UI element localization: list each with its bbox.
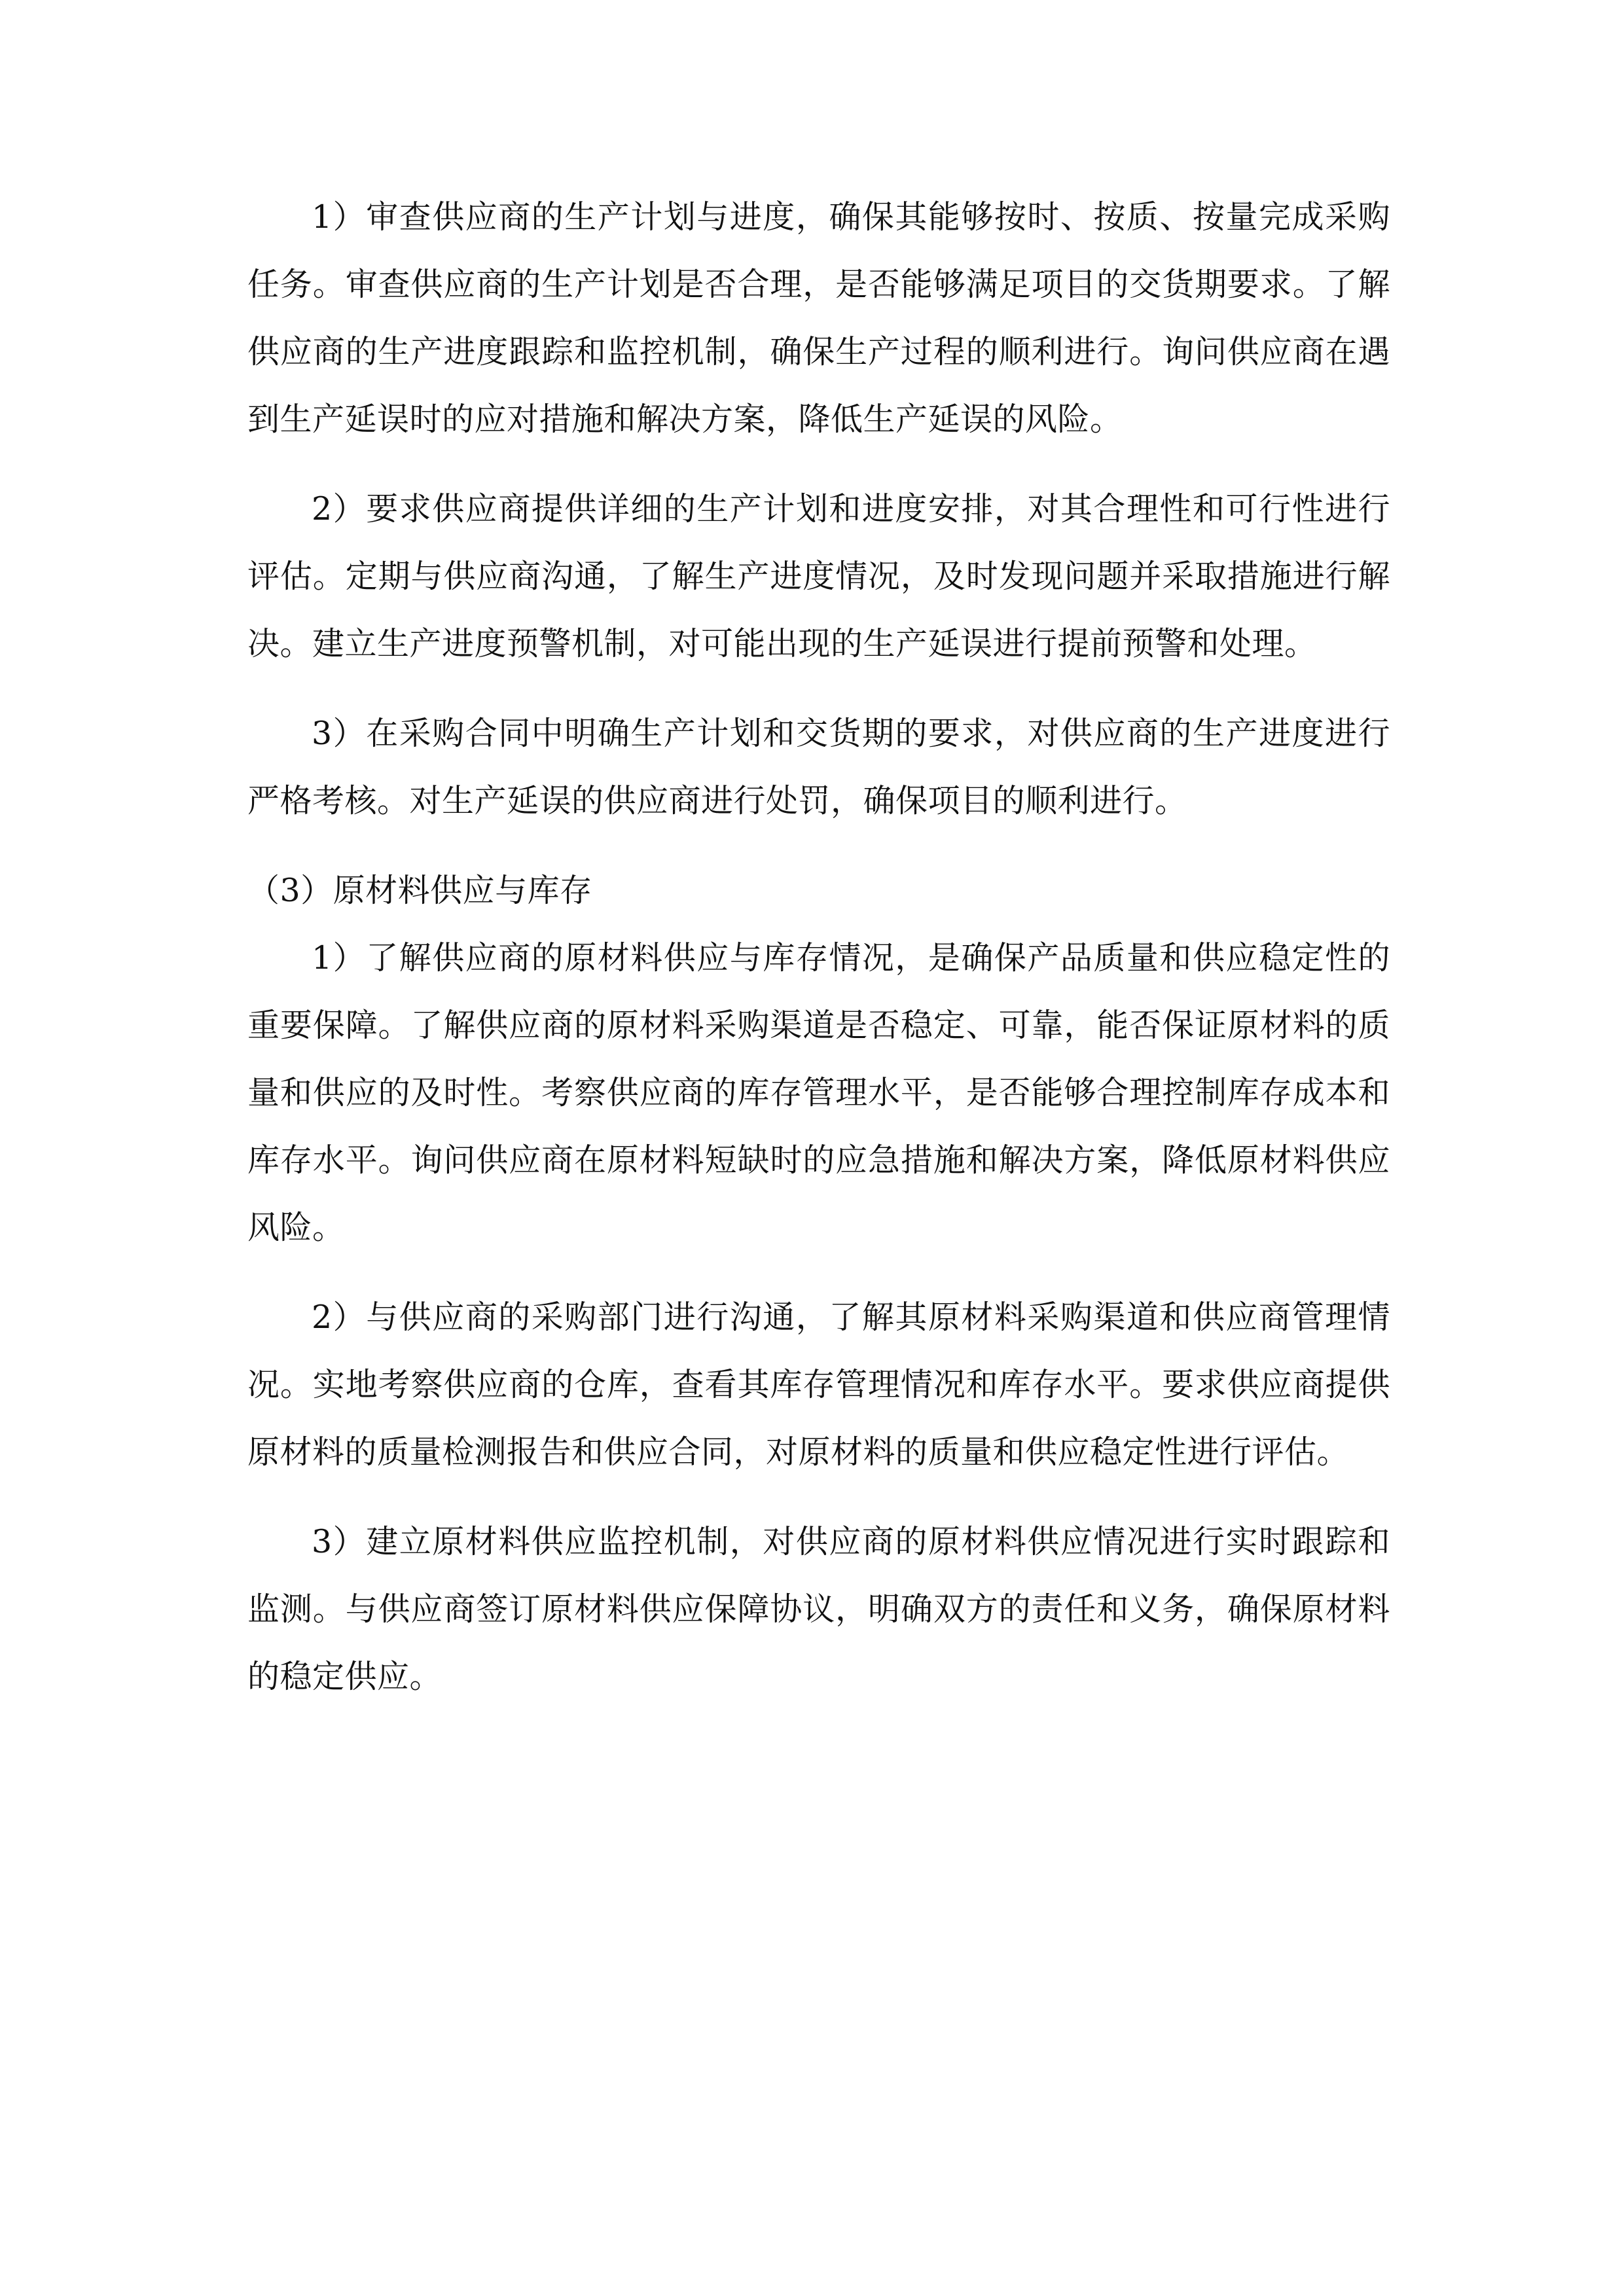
section-heading-raw-materials: （3）原材料供应与库存 (247, 872, 592, 909)
paragraph-supply-monitoring: 3）建立原材料供应监控机制，对供应商的原材料供应情况进行实时跟踪和监测。与供应商签订原材料供应保障协议，明确双方的责任和义务，确保原材料的稳定供应。 (247, 1523, 1390, 1695)
paragraph-procurement-communication: 2）与供应商的采购部门进行沟通，了解其原材料采购渠道和供应商管理情况。实地考察供应商的仓库，查看其库存管理情况和库存水平。要求供应商提供原材料的质量检测报告和供应合同，对原材料的质量和供应稳定性进行评估。 (247, 1299, 1390, 1471)
paragraph-raw-material-supply: 1）了解供应商的原材料供应与库存情况，是确保产品质量和供应稳定性的重要保障。了解供应商的原材料采购渠道是否稳定、可靠，能否保证原材料的质量和供应的及时性。考察供应商的库存管理水平，是否能够合理控制库存成本和库存水平。询问供应商在原材料短缺时的应急措施和解决方案，降低原材料供应风险。 (247, 939, 1390, 1246)
paragraph-production-plan-request: 2）要求供应商提供详细的生产计划和进度安排，对其合理性和可行性进行评估。定期与供应商沟通，了解生产进度情况，及时发现问题并采取措施进行解决。建立生产进度预警机制，对可能出现的生产延误进行提前预警和处理。 (247, 490, 1390, 662)
paragraph-production-review: 1）审查供应商的生产计划与进度，确保其能够按时、按质、按量完成采购任务。审查供应商的生产计划是否合理，是否能够满足项目的交货期要求。了解供应商的生产进度跟踪和监控机制，确保生产过程的顺利进行。询问供应商在遇到生产延误时的应对措施和解决方案，降低生产延误的风险。 (247, 198, 1390, 438)
document-body (247, 183, 1390, 1732)
paragraph-contract-assessment: 3）在采购合同中明确生产计划和交货期的要求，对供应商的生产进度进行严格考核。对生产延误的供应商进行处罚，确保项目的顺利进行。 (247, 715, 1390, 819)
